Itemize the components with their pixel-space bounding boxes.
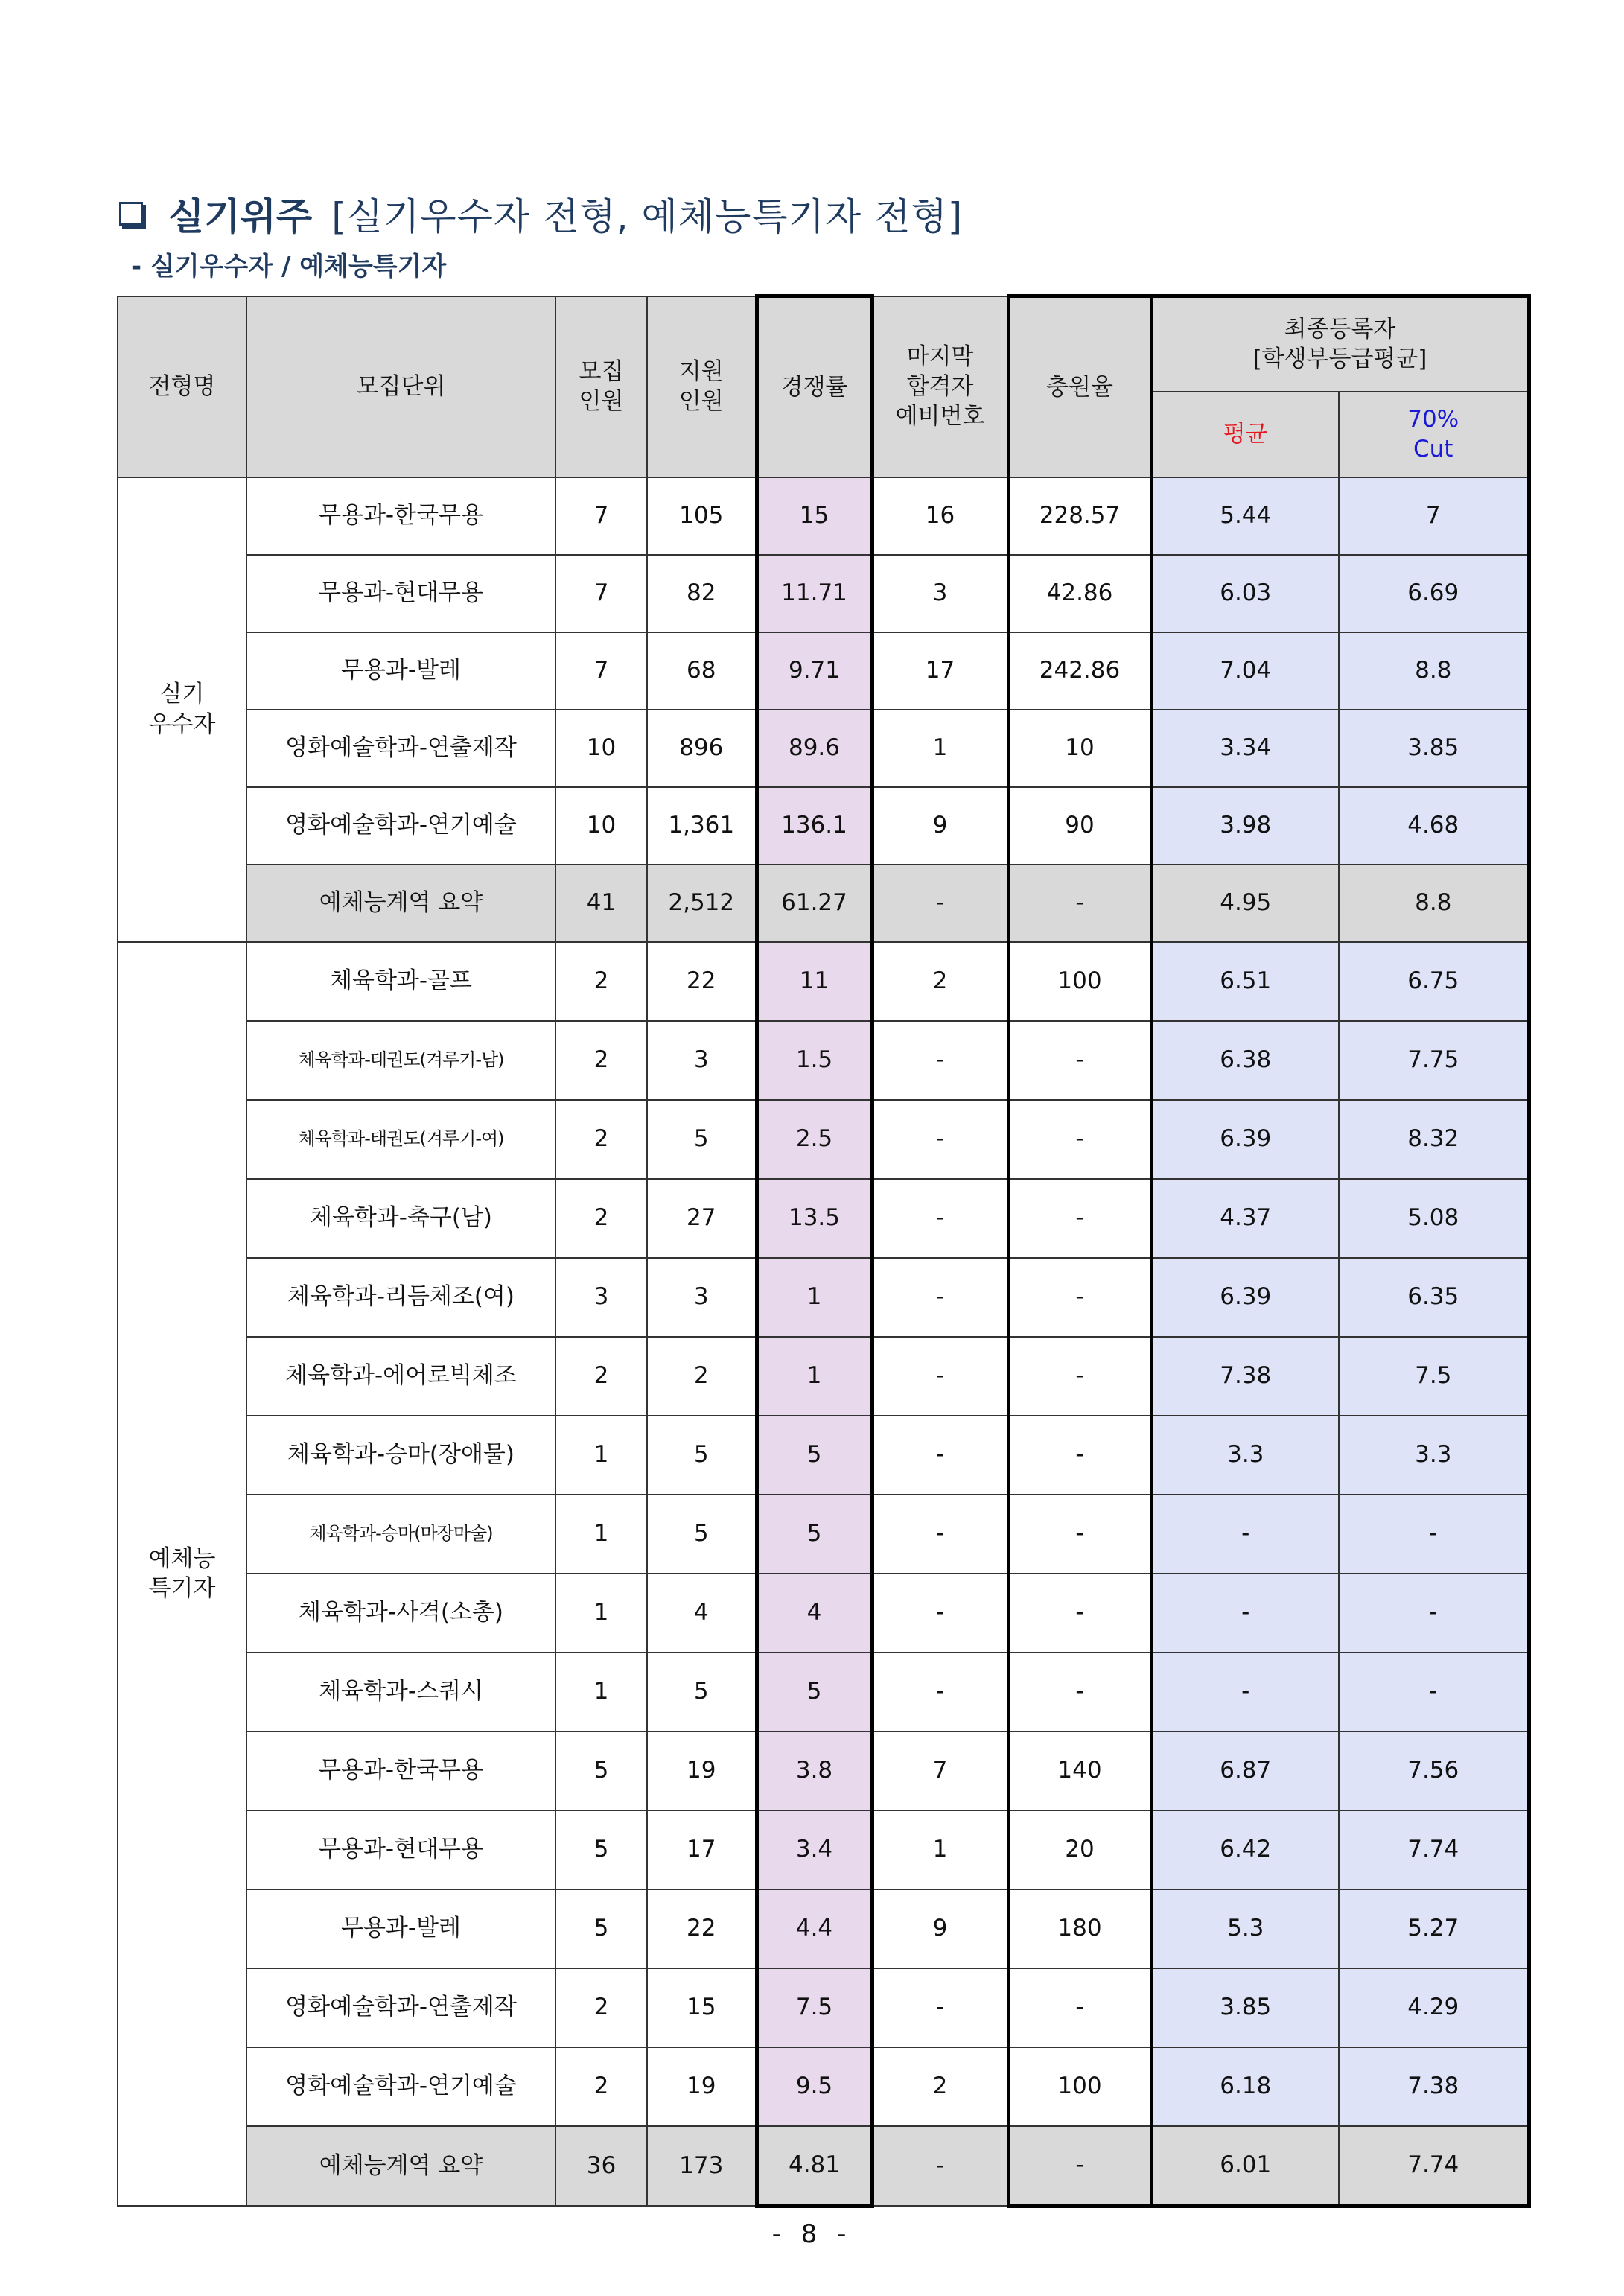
cut70-cell: - [1339,1495,1529,1574]
recruit-cell: 7 [555,555,647,632]
applicants-cell: 173 [647,2126,757,2207]
table-row [118,1337,1529,1416]
applicants-cell: 3 [647,1021,757,1100]
recruit-cell: 3 [555,1258,647,1337]
unit-cell: 무용과-한국무용 [246,1731,555,1810]
unit-cell: 무용과-발레 [246,632,555,710]
unit-cell: 체육학과-사격(소총) [246,1574,555,1653]
average-cell: 7.38 [1151,1337,1339,1416]
fill-rate-cell: - [1008,1179,1151,1258]
average-cell: 6.39 [1151,1258,1339,1337]
waitlist-cell: 3 [872,555,1008,632]
unit-cell: 체육학과-에어로빅체조 [246,1337,555,1416]
table-row [118,555,1529,632]
table-row [118,1731,1529,1810]
applicants-cell: 19 [647,2047,757,2126]
header-type: 전형명 [118,296,246,477]
average-cell: 3.98 [1151,787,1339,865]
waitlist-cell: - [872,1179,1008,1258]
applicants-cell: 4 [647,1574,757,1653]
header-fill-rate: 충원율 [1008,296,1151,477]
recruit-cell: 2 [555,1021,647,1100]
recruit-cell: 10 [555,787,647,865]
table-row [118,1968,1529,2047]
unit-cell: 영화예술학과-연기예술 [246,2047,555,2126]
recruit-cell: 2 [555,1179,647,1258]
cut70-cell: 6.75 [1339,942,1529,1021]
cut70-cell: 7.74 [1339,2126,1529,2207]
section-title [119,188,963,240]
cut70-cell: 8.8 [1339,632,1529,710]
section-subtitle: - 실기우수자 / 예체능특기자 [131,252,447,282]
table-row [118,1810,1529,1889]
average-cell: 6.39 [1151,1100,1339,1179]
average-cell: 4.95 [1151,865,1339,942]
competition-cell: 89.6 [757,710,872,787]
competition-cell: 136.1 [757,787,872,865]
average-cell: 3.3 [1151,1416,1339,1495]
competition-cell: 3.8 [757,1731,872,1810]
recruit-cell: 2 [555,1100,647,1179]
applicants-cell: 27 [647,1179,757,1258]
recruit-cell: 2 [555,2047,647,2126]
table-row [118,632,1529,710]
unit-cell: 영화예술학과-연출제작 [246,710,555,787]
average-cell: 6.38 [1151,1021,1339,1100]
average-cell: 6.51 [1151,942,1339,1021]
section-title-main: 실기위주 [168,195,313,238]
unit-cell: 영화예술학과-연출제작 [246,1968,555,2047]
competition-cell: 5 [757,1416,872,1495]
waitlist-cell: - [872,1574,1008,1653]
average-cell: 6.18 [1151,2047,1339,2126]
waitlist-cell: - [872,1416,1008,1495]
fill-rate-cell: 90 [1008,787,1151,865]
competition-cell: 1.5 [757,1021,872,1100]
average-cell: 6.87 [1151,1731,1339,1810]
recruit-cell: 1 [555,1574,647,1653]
fill-rate-cell: 140 [1008,1731,1151,1810]
unit-cell: 체육학과-태권도(겨루기-남) [246,1021,555,1100]
cut70-cell: 7.38 [1339,2047,1529,2126]
cut70-cell: 5.08 [1339,1179,1529,1258]
waitlist-cell: - [872,1495,1008,1574]
table-row [118,477,1529,555]
table-row [118,942,1529,1021]
competition-cell: 61.27 [757,865,872,942]
header-unit: 모집단위 [246,296,555,477]
fill-rate-cell: 242.86 [1008,632,1151,710]
recruit-cell: 2 [555,942,647,1021]
average-cell: 6.01 [1151,2126,1339,2207]
square-bullet-icon [119,202,143,226]
fill-rate-cell: - [1008,2126,1151,2207]
recruit-cell: 5 [555,1810,647,1889]
fill-rate-cell: 180 [1008,1889,1151,1968]
header-last-waitlist: 마지막 합격자 예비번호 [872,296,1008,477]
recruit-cell: 2 [555,1337,647,1416]
waitlist-cell: - [872,2126,1008,2207]
header-70-cut: 70% Cut [1339,392,1529,477]
cut70-cell: 4.29 [1339,1968,1529,2047]
cut70-cell: 5.27 [1339,1889,1529,1968]
table-row [118,1653,1529,1731]
fill-rate-cell: - [1008,1416,1151,1495]
waitlist-cell: - [872,1968,1008,2047]
average-cell: 4.37 [1151,1179,1339,1258]
average-cell: 5.44 [1151,477,1339,555]
fill-rate-cell: - [1008,1495,1151,1574]
average-cell: 5.3 [1151,1889,1339,1968]
applicants-cell: 15 [647,1968,757,2047]
applicants-cell: 2 [647,1337,757,1416]
waitlist-cell: - [872,1653,1008,1731]
table-row [118,710,1529,787]
applicants-cell: 5 [647,1495,757,1574]
applicants-cell: 5 [647,1100,757,1179]
applicants-cell: 22 [647,942,757,1021]
average-cell: 6.42 [1151,1810,1339,1889]
table-row [118,1574,1529,1653]
applicants-cell: 2,512 [647,865,757,942]
average-cell: 6.03 [1151,555,1339,632]
fill-rate-cell: - [1008,1021,1151,1100]
table-row [118,1495,1529,1574]
recruit-cell: 10 [555,710,647,787]
fill-rate-cell: 228.57 [1008,477,1151,555]
applicants-cell: 1,361 [647,787,757,865]
recruit-cell: 5 [555,1889,647,1968]
table-row [118,787,1529,865]
header-competition: 경쟁률 [757,296,872,477]
fill-rate-cell: - [1008,865,1151,942]
header-recruit: 모집 인원 [555,296,647,477]
admission-type-cell: 예체능 특기자 [118,942,246,2207]
admission-type-cell: 실기 우수자 [118,477,246,942]
admissions-table [117,294,1531,2208]
fill-rate-cell: - [1008,1337,1151,1416]
competition-cell: 1 [757,1337,872,1416]
table-row [118,1258,1529,1337]
applicants-cell: 17 [647,1810,757,1889]
competition-cell: 7.5 [757,1968,872,2047]
waitlist-cell: 17 [872,632,1008,710]
applicants-cell: 105 [647,477,757,555]
competition-cell: 5 [757,1653,872,1731]
waitlist-cell: - [872,865,1008,942]
waitlist-cell: 2 [872,942,1008,1021]
unit-cell: 무용과-발레 [246,1889,555,1968]
page-number: - 8 - [771,2219,853,2249]
average-cell: - [1151,1495,1339,1574]
applicants-cell: 5 [647,1416,757,1495]
recruit-cell: 7 [555,632,647,710]
cut70-cell: 3.85 [1339,710,1529,787]
header-average: 평균 [1151,392,1339,477]
recruit-cell: 1 [555,1495,647,1574]
competition-cell: 4.4 [757,1889,872,1968]
cut70-cell: - [1339,1574,1529,1653]
competition-cell: 9.5 [757,2047,872,2126]
cut70-cell: 7 [1339,477,1529,555]
fill-rate-cell: - [1008,1100,1151,1179]
recruit-cell: 2 [555,1968,647,2047]
recruit-cell: 1 [555,1653,647,1731]
recruit-cell: 41 [555,865,647,942]
waitlist-cell: - [872,1021,1008,1100]
competition-cell: 3.4 [757,1810,872,1889]
waitlist-cell: - [872,1100,1008,1179]
unit-cell: 체육학과-스쿼시 [246,1653,555,1731]
unit-cell: 체육학과-승마(마장마술) [246,1495,555,1574]
cut70-cell: 8.32 [1339,1100,1529,1179]
competition-cell: 5 [757,1495,872,1574]
applicants-cell: 19 [647,1731,757,1810]
fill-rate-cell: 100 [1008,2047,1151,2126]
unit-cell: 무용과-한국무용 [246,477,555,555]
waitlist-cell: - [872,1258,1008,1337]
unit-cell: 체육학과-골프 [246,942,555,1021]
competition-cell: 13.5 [757,1179,872,1258]
fill-rate-cell: 10 [1008,710,1151,787]
waitlist-cell: 9 [872,787,1008,865]
applicants-cell: 82 [647,555,757,632]
applicants-cell: 22 [647,1889,757,1968]
applicants-cell: 896 [647,710,757,787]
fill-rate-cell: 42.86 [1008,555,1151,632]
cut70-cell: 6.69 [1339,555,1529,632]
table-row [118,1100,1529,1179]
table-row [118,1179,1529,1258]
unit-cell: 영화예술학과-연기예술 [246,787,555,865]
competition-cell: 15 [757,477,872,555]
cut70-cell: 7.5 [1339,1337,1529,1416]
average-cell: 3.34 [1151,710,1339,787]
unit-cell: 체육학과-축구(남) [246,1179,555,1258]
unit-cell: 체육학과-승마(장애물) [246,1416,555,1495]
unit-cell: 예체능계역 요약 [246,865,555,942]
average-cell: - [1151,1574,1339,1653]
table-row [118,1889,1529,1968]
unit-cell: 체육학과-리듬체조(여) [246,1258,555,1337]
competition-cell: 11 [757,942,872,1021]
section-title-sub: [실기우수자 전형, 예체능특기자 전형] [331,195,964,238]
recruit-cell: 5 [555,1731,647,1810]
summary-row [118,2126,1529,2207]
summary-row [118,865,1529,942]
cut70-cell: 7.75 [1339,1021,1529,1100]
cut70-cell: 6.35 [1339,1258,1529,1337]
unit-cell: 예체능계역 요약 [246,2126,555,2207]
recruit-cell: 7 [555,477,647,555]
competition-cell: 1 [757,1258,872,1337]
fill-rate-cell: 20 [1008,1810,1151,1889]
unit-cell: 체육학과-태권도(겨루기-여) [246,1100,555,1179]
recruit-cell: 36 [555,2126,647,2207]
unit-cell: 무용과-현대무용 [246,1810,555,1889]
average-cell: 7.04 [1151,632,1339,710]
fill-rate-cell: - [1008,1258,1151,1337]
cut70-cell: - [1339,1653,1529,1731]
header-final-registrants: 최종등록자 [학생부등급평균] [1151,296,1529,392]
average-cell: - [1151,1653,1339,1731]
fill-rate-cell: - [1008,1968,1151,2047]
competition-cell: 11.71 [757,555,872,632]
competition-cell: 2.5 [757,1100,872,1179]
waitlist-cell: 7 [872,1731,1008,1810]
average-cell: 3.85 [1151,1968,1339,2047]
waitlist-cell: 16 [872,477,1008,555]
fill-rate-cell: - [1008,1653,1151,1731]
table-row [118,1021,1529,1100]
cut70-cell: 4.68 [1339,787,1529,865]
applicants-cell: 5 [647,1653,757,1731]
fill-rate-cell: - [1008,1574,1151,1653]
competition-cell: 4.81 [757,2126,872,2207]
table-row [118,1416,1529,1495]
cut70-cell: 3.3 [1339,1416,1529,1495]
cut70-cell: 7.56 [1339,1731,1529,1810]
waitlist-cell: 2 [872,2047,1008,2126]
table-row [118,2047,1529,2126]
applicants-cell: 3 [647,1258,757,1337]
unit-cell: 무용과-현대무용 [246,555,555,632]
header-applicants: 지원 인원 [647,296,757,477]
competition-cell: 4 [757,1574,872,1653]
competition-cell: 9.71 [757,632,872,710]
cut70-cell: 8.8 [1339,865,1529,942]
cut70-cell: 7.74 [1339,1810,1529,1889]
recruit-cell: 1 [555,1416,647,1495]
waitlist-cell: 1 [872,1810,1008,1889]
waitlist-cell: 9 [872,1889,1008,1968]
applicants-cell: 68 [647,632,757,710]
waitlist-cell: 1 [872,710,1008,787]
fill-rate-cell: 100 [1008,942,1151,1021]
waitlist-cell: - [872,1337,1008,1416]
